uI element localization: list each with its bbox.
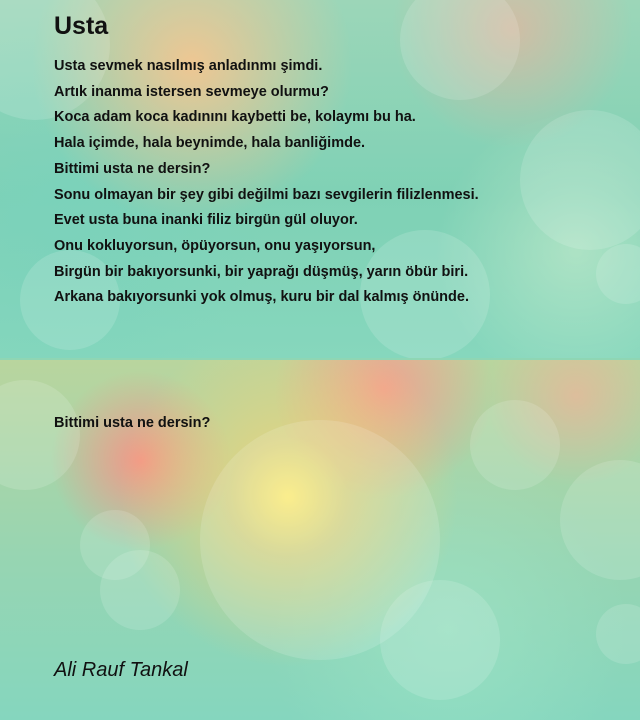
bokeh-circle (520, 110, 640, 250)
poem-line: Evet usta buna inanki filiz birgün gül oluyor. (54, 212, 358, 229)
author-name: Ali Rauf Tankal (54, 659, 188, 681)
poem-excerpt: Bittimi usta ne dersin? (54, 415, 211, 431)
poem-line: Onu kokluyorsun, öpüyorsun, onu yaşıyorsun, (54, 237, 376, 254)
bokeh-circle (470, 400, 560, 490)
poem-line: Artık inanma istersen sevmeye olurmu? (54, 83, 329, 100)
poem-line: Hala içimde, hala beynimde, hala banliğimde. (54, 135, 366, 152)
poem-panel (0, 0, 640, 358)
poem-line: Birgün bir bakıyorsunki, bir yaprağı düşmüş, yarın öbür biri. (54, 263, 469, 280)
poem-title: Usta (54, 12, 109, 40)
poem-line: Arkana bakıyorsunki yok olmuş, kuru bir dal kalmış önünde. (54, 289, 469, 306)
bokeh-circle (380, 580, 500, 700)
bokeh-circle (596, 604, 640, 664)
bokeh-circle (100, 550, 180, 630)
bokeh-circle (0, 380, 80, 490)
bokeh-circle (560, 460, 640, 580)
poem-line: Koca adam koca kadınını kaybetti be, kolaymı bu ha. (54, 109, 416, 126)
bokeh-circle (596, 244, 640, 304)
poem-line: Sonu olmayan bir şey gibi değilmi bazı sevgilerin filizlenmesi. (54, 186, 479, 203)
poem-line: Bittimi usta ne dersin? (54, 160, 211, 177)
quote-card (0, 360, 640, 720)
poem-body (54, 54, 479, 311)
poem-line: Usta sevmek nasılmış anladınmı şimdi. (54, 58, 323, 74)
